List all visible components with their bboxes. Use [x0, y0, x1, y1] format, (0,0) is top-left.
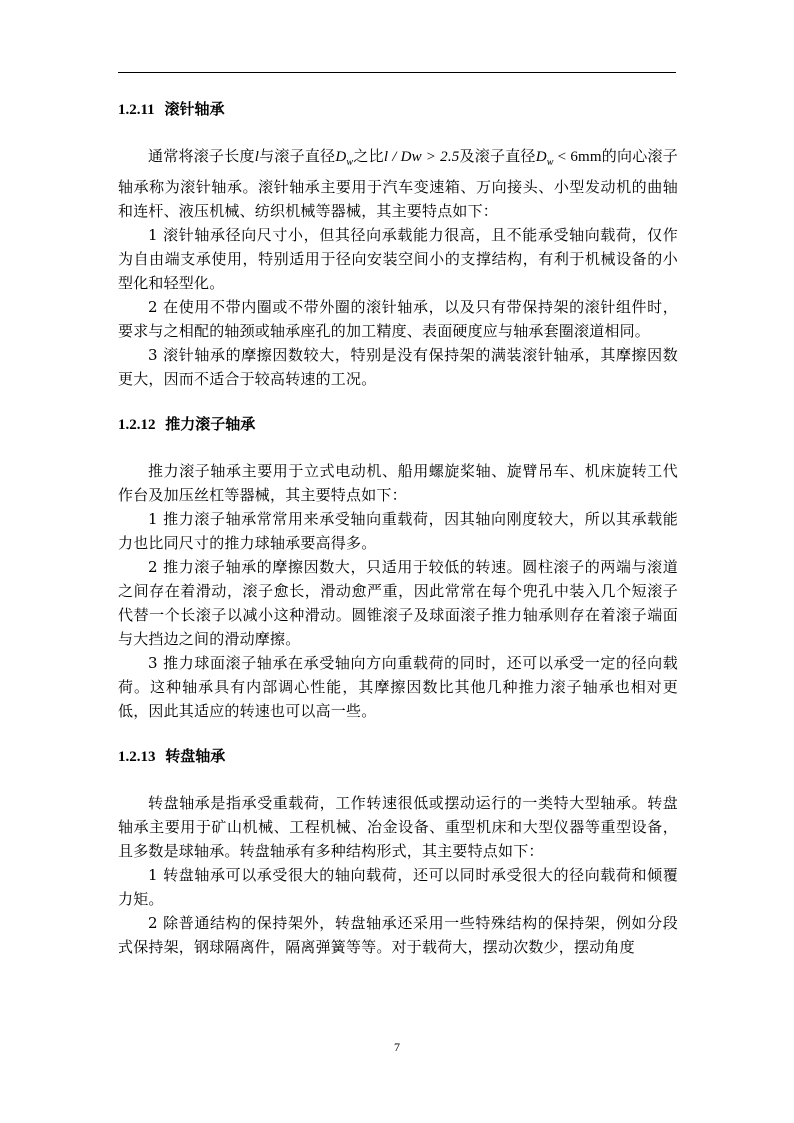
- paragraph-intro: 推力滚子轴承主要用于立式电动机、船用螺旋桨轴、旋臂吊车、机床旋转工代作台及加压丝杠等器械，其主要特点如下：: [118, 462, 678, 504]
- paragraph-item: 2 推力滚子轴承的摩擦因数大，只适用于较低的转速。圆柱滚子的两端与滚道之间存在着滑动，滚子愈长，滑动愈严重，因此常常在每个兜孔中装入几个短滚子代替一个长滚子以减小这种滑动。圆锥滚子及球面滚子推力轴承则存在着滚子端面与大挡边之间的滑动摩擦。: [118, 558, 678, 648]
- intro-text: 及滚子直径: [459, 147, 536, 165]
- paragraph-intro: [118, 144, 678, 223]
- paragraph-item: 1 推力滚子轴承常常用来承受轴向重载荷，因其轴向刚度较大，所以其承载能力也比同尺寸的推力球轴承要高得多。: [118, 510, 678, 552]
- math-condition: < 6mm: [553, 149, 602, 165]
- intro-text: 之比: [353, 147, 384, 165]
- math-ratio: l / Dw > 2.5: [383, 149, 460, 165]
- math-dw: $D_w$: [335, 149, 354, 168]
- section-title: 滚针轴承: [164, 102, 225, 118]
- paragraph-item: 2 除普通结构的保持架外，转盘轴承还采用一些特殊结构的保持架，例如分段式保持架，钢球隔离件，隔离弹簧等等。对于载荷大，摆动次数少，摆动角度: [118, 914, 678, 956]
- paragraph-item: 1 滚针轴承径向尺寸小，但其径向承载能力很高，且不能承受轴向载荷，仅作为自由端支承使用，特别适用于径向安装空间小的支撑结构，有利于机械设备的小型化和轻型化。: [118, 226, 678, 292]
- math-l: l: [254, 149, 260, 165]
- paragraph-intro: 转盘轴承是指承受重载荷，工作转速很低或摆动运行的一类特大型轴承。转盘轴承主要用于矿山机械、工程机械、冶金设备、重型机床和大型仪器等重型设备，且多数是球轴承。转盘轴承有多种结构形式，其主要特点如下：: [118, 794, 678, 860]
- section-title: 转盘轴承: [165, 749, 226, 765]
- intro-text: 的向心滚子轴承称为滚针轴承。滚针轴承主要用于汽车变速箱、万向接头、小型发动机的曲轴和连杆、液压机械、纺织机械等器械，其主要特点如下：: [118, 147, 678, 220]
- document-body: [118, 98, 678, 959]
- paragraph-item: 2 在使用不带内圈或不带外圈的滚针轴承，以及只有带保持架的滚针组件时，要求与之相配的轴颈或轴承座孔的加工精度、表面硬度应与轴承套圈滚道相同。: [118, 298, 678, 340]
- intro-text: 通常将滚子长度: [148, 147, 255, 165]
- section-number: 1.2.13: [118, 749, 156, 765]
- paragraph-item: 3 滚针轴承的摩擦因数较大，特别是没有保持架的满装滚针轴承，其摩擦因数更大，因而不适合于较高转速的工况。: [118, 346, 678, 388]
- intro-text: 与滚子直径: [259, 147, 336, 165]
- page-number: 7: [394, 1040, 400, 1054]
- section-heading-1-2-12: [118, 413, 678, 437]
- header-rule: [118, 72, 676, 73]
- section-title: 推力滚子轴承: [165, 417, 256, 433]
- section-number: 1.2.12: [118, 417, 156, 433]
- math-dw: $D_w$: [535, 149, 554, 168]
- section-number: 1.2.11: [118, 102, 155, 118]
- section-heading-1-2-11: [118, 98, 678, 122]
- paragraph-item: 3 推力球面滚子轴承在承受轴向方向重载荷的同时，还可以承受一定的径向载荷。这种轴承具有内部调心性能，其摩擦因数比其他几种推力滚子轴承也相对更低，因此其适应的转速也可以高一些。: [118, 654, 678, 720]
- paragraph-item: 1 转盘轴承可以承受很大的轴向载荷，还可以同时承受很大的径向载荷和倾覆力矩。: [118, 866, 678, 908]
- section-heading-1-2-13: [118, 745, 678, 769]
